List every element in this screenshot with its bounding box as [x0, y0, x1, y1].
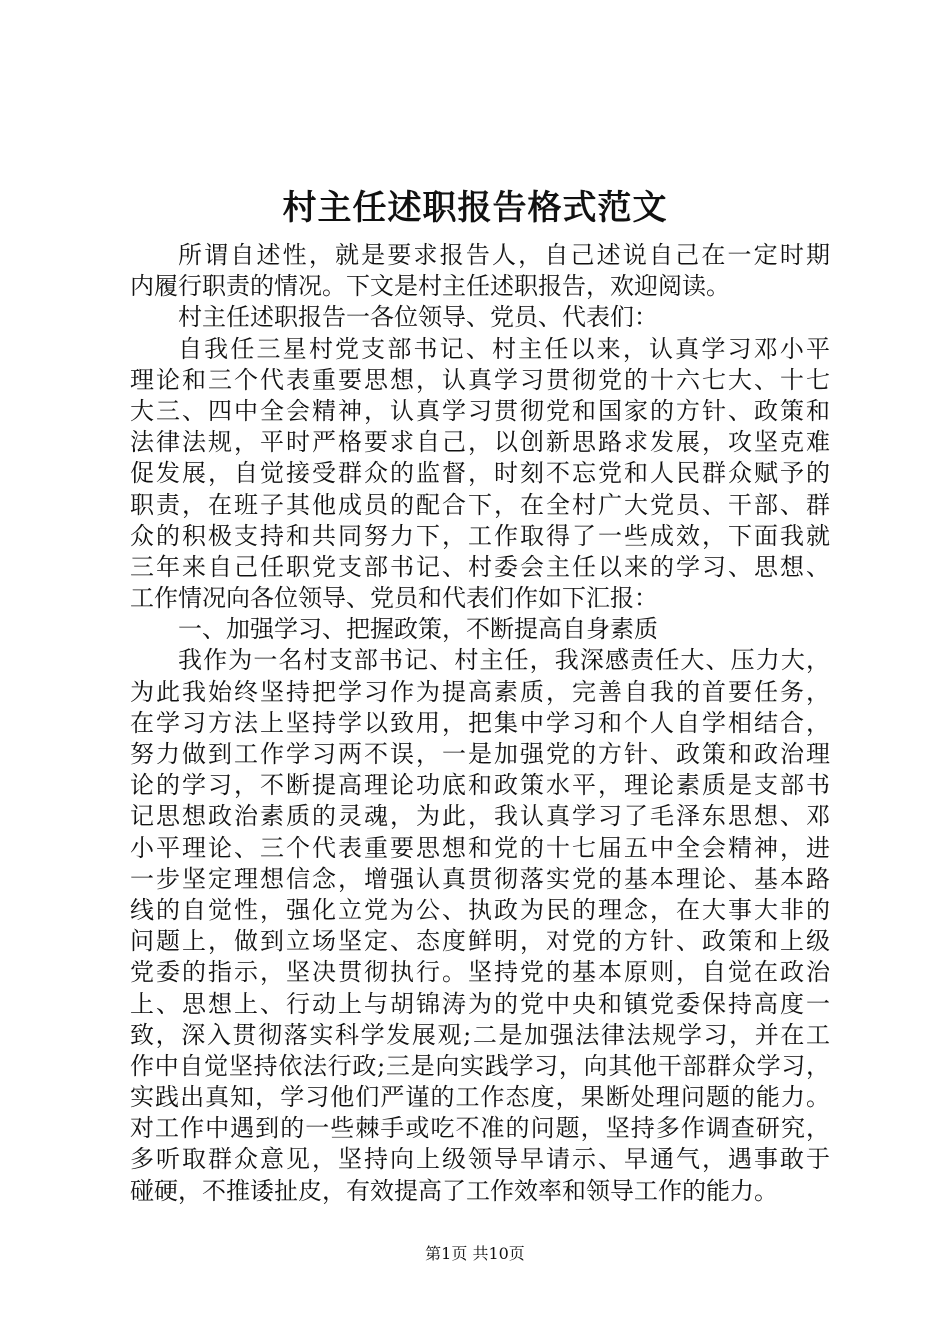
- text-line: 促发展，自觉接受群众的监督，时刻不忘党和人民群众赋予的: [130, 459, 830, 488]
- text-line: 一步坚定理想信念，增强认真贯彻落实党的基本理论、基本路: [130, 864, 830, 893]
- text-line: 理论和三个代表重要思想，认真学习贯彻党的十六七大、十七: [130, 365, 830, 394]
- text-line: 自我任三星村党支部书记、村主任以来，认真学习邓小平: [178, 334, 830, 363]
- text-line: 众的积极支持和共同努力下，工作取得了一些成效，下面我就: [130, 521, 830, 550]
- text-line: 上、思想上、行动上与胡锦涛为的党中央和镇党委保持高度一: [130, 989, 830, 1018]
- text-line: 工作情况向各位领导、党员和代表们作如下汇报：: [130, 584, 658, 613]
- text-line: 问题上，做到立场坚定、态度鲜明，对党的方针、政策和上级: [130, 927, 830, 956]
- text-line: 线的自觉性，强化立党为公、执政为民的理念，在大事大非的: [130, 895, 830, 924]
- text-line: 作中自觉坚持依法行政;三是向实践学习，向其他干部群众学习，: [130, 1051, 830, 1080]
- text-line: 三年来自己任职党支部书记、村委会主任以来的学习、思想、: [130, 552, 830, 581]
- document-title: 村主任述职报告格式范文: [282, 188, 668, 228]
- text-line: 我作为一名村支部书记、村主任，我深感责任大、压力大，: [178, 646, 830, 675]
- text-line: 多听取群众意见，坚持向上级领导早请示、早通气，遇事敢于: [130, 1145, 830, 1174]
- text-line: 实践出真知，学习他们严谨的工作态度，果断处理问题的能力。: [130, 1083, 830, 1112]
- text-line: 一、加强学习、把握政策，不断提高自身素质: [178, 615, 658, 644]
- document-body: [130, 240, 830, 1207]
- text-line: 碰硬，不推诿扯皮，有效提高了工作效率和领导工作的能力。: [130, 1176, 778, 1205]
- text-line: 内履行职责的情况。下文是村主任述职报告，欢迎阅读。: [130, 272, 730, 301]
- text-line: 论的学习，不断提高理论功底和政策水平，理论素质是支部书: [130, 771, 830, 800]
- text-line: 法律法规，平时严格要求自己，以创新思路求发展，攻坚克难: [130, 428, 830, 457]
- text-line: 努力做到工作学习两不误，一是加强党的方针、政策和政治理: [130, 740, 830, 768]
- text-line: 小平理论、三个代表重要思想和党的十七届五中全会精神，进: [130, 833, 830, 862]
- text-line: 记思想政治素质的灵魂，为此，我认真学习了毛泽东思想、邓: [130, 802, 830, 831]
- text-line: 村主任述职报告一各位领导、党员、代表们：: [178, 303, 658, 332]
- text-line: 致，深入贯彻落实科学发展观;二是加强法律法规学习，并在工: [130, 1020, 830, 1049]
- text-line: 党委的指示，坚决贯彻执行。坚持党的基本原则，自觉在政治: [130, 958, 830, 987]
- text-line: 为此我始终坚持把学习作为提高素质，完善自我的首要任务，: [130, 677, 830, 706]
- text-line: 职责，在班子其他成员的配合下，在全村广大党员、干部、群: [130, 490, 830, 519]
- text-line: 在学习方法上坚持学以致用，把集中学习和个人自学相结合，: [130, 708, 830, 737]
- text-line: 对工作中遇到的一些棘手或吃不准的问题，坚持多作调查研究，: [130, 1114, 830, 1143]
- page-footer: 第1页 共10页: [425, 1244, 525, 1263]
- text-line: 大三、四中全会精神，认真学习贯彻党和国家的方针、政策和: [130, 396, 830, 425]
- text-line: 所谓自述性，就是要求报告人，自己述说自己在一定时期: [178, 241, 830, 269]
